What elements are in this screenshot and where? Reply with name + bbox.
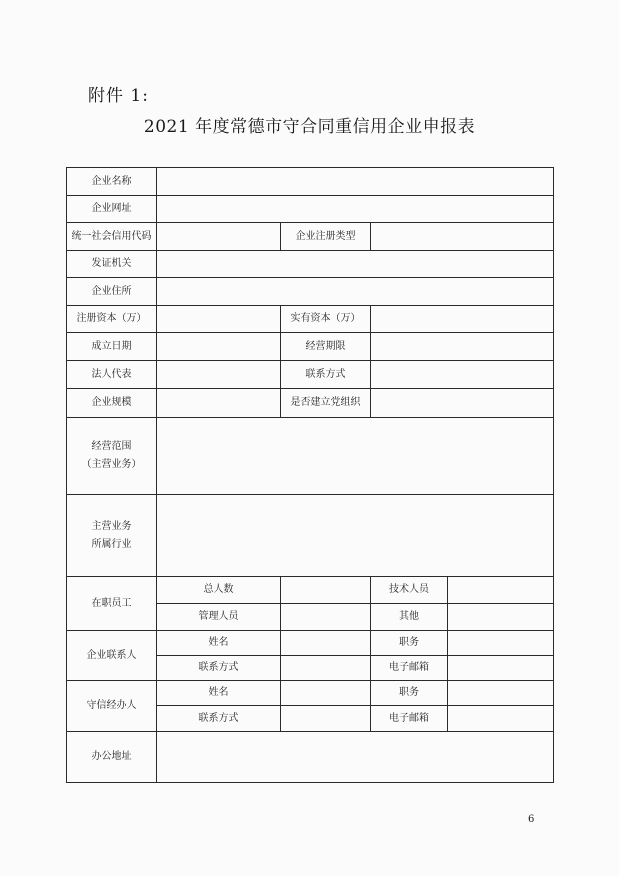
business-scope-line-2: （主营业务） xyxy=(81,459,142,470)
company-website-label: 企业网址 xyxy=(67,196,157,223)
application-form-table xyxy=(66,167,554,783)
issuing-authority-field[interactable] xyxy=(157,251,554,278)
contact-method-field[interactable] xyxy=(371,361,554,389)
credit-officer-email-label: 电子邮箱 xyxy=(371,706,448,732)
company-contact-name-field[interactable] xyxy=(281,631,371,656)
company-contact-position-field[interactable] xyxy=(448,631,554,656)
table-row xyxy=(67,223,554,251)
table-row xyxy=(67,306,554,333)
attachment-label: 附件 1: xyxy=(88,86,149,106)
company-name-field[interactable] xyxy=(157,168,554,196)
employees-other-field[interactable] xyxy=(448,604,554,631)
company-address-field[interactable] xyxy=(157,278,554,306)
credit-officer-contact-label: 联系方式 xyxy=(157,706,281,732)
employees-management-label: 管理人员 xyxy=(157,604,281,631)
table-row xyxy=(67,168,554,196)
company-scale-label: 企业规模 xyxy=(67,389,157,418)
registered-capital-label: 注册资本（万） xyxy=(67,306,157,333)
company-contact-contact-field[interactable] xyxy=(281,656,371,681)
issuing-authority-label: 发证机关 xyxy=(67,251,157,278)
company-website-field[interactable] xyxy=(157,196,554,223)
table-row xyxy=(67,333,554,361)
table-row xyxy=(67,681,554,706)
operating-period-field[interactable] xyxy=(371,333,554,361)
business-scope-field[interactable] xyxy=(157,418,554,495)
page-number: 6 xyxy=(528,814,535,825)
established-date-field[interactable] xyxy=(157,333,281,361)
employees-other-label: 其他 xyxy=(371,604,448,631)
employees-total-label: 总人数 xyxy=(157,577,281,604)
table-row xyxy=(67,278,554,306)
table-row xyxy=(67,251,554,278)
office-address-label: 办公地址 xyxy=(67,732,157,783)
registration-type-label: 企业注册类型 xyxy=(281,223,371,251)
table-row xyxy=(67,631,554,656)
credit-code-label: 统一社会信用代码 xyxy=(67,223,157,251)
credit-officer-contact-field[interactable] xyxy=(281,706,371,732)
credit-officer-position-label: 职务 xyxy=(371,681,448,706)
company-contact-label: 企业联系人 xyxy=(67,631,157,681)
credit-officer-name-field[interactable] xyxy=(281,681,371,706)
company-contact-position-label: 职务 xyxy=(371,631,448,656)
company-scale-field[interactable] xyxy=(157,389,281,418)
employees-technical-label: 技术人员 xyxy=(371,577,448,604)
main-business-label xyxy=(67,495,157,577)
company-contact-email-field[interactable] xyxy=(448,656,554,681)
company-contact-name-label: 姓名 xyxy=(157,631,281,656)
paid-capital-label: 实有资本（万） xyxy=(281,306,371,333)
employees-total-field[interactable] xyxy=(281,577,371,604)
office-address-field[interactable] xyxy=(157,732,554,783)
credit-officer-email-field[interactable] xyxy=(448,706,554,732)
credit-officer-name-label: 姓名 xyxy=(157,681,281,706)
credit-code-field[interactable] xyxy=(157,223,281,251)
table-row xyxy=(67,577,554,604)
company-contact-contact-label: 联系方式 xyxy=(157,656,281,681)
registration-type-field[interactable] xyxy=(371,223,554,251)
operating-period-label: 经营期限 xyxy=(281,333,371,361)
registered-capital-field[interactable] xyxy=(157,306,281,333)
contact-method-label: 联系方式 xyxy=(281,361,371,389)
form-title: 2021 年度常德市守合同重信用企业申报表 xyxy=(143,117,476,137)
company-contact-email-label: 电子邮箱 xyxy=(371,656,448,681)
main-business-line-2: 所属行业 xyxy=(91,538,132,550)
legal-rep-label: 法人代表 xyxy=(67,361,157,389)
company-address-label: 企业住所 xyxy=(67,278,157,306)
table-row xyxy=(67,418,554,495)
credit-officer-position-field[interactable] xyxy=(448,681,554,706)
business-scope-line-1: 经营范围 xyxy=(91,441,132,452)
party-org-label: 是否建立党组织 xyxy=(281,389,371,418)
table-row xyxy=(67,495,554,577)
table-row xyxy=(67,389,554,418)
credit-officer-label: 守信经办人 xyxy=(67,681,157,732)
employees-label: 在职员工 xyxy=(67,577,157,631)
employees-management-field[interactable] xyxy=(281,604,371,631)
paid-capital-field[interactable] xyxy=(371,306,554,333)
main-business-field[interactable] xyxy=(157,495,554,577)
table-row xyxy=(67,732,554,783)
employees-technical-field[interactable] xyxy=(448,577,554,604)
table-row xyxy=(67,361,554,389)
table-row xyxy=(67,196,554,223)
party-org-field[interactable] xyxy=(371,389,554,418)
main-business-line-1: 主营业务 xyxy=(91,520,132,532)
established-date-label: 成立日期 xyxy=(67,333,157,361)
legal-rep-field[interactable] xyxy=(157,361,281,389)
company-name-label: 企业名称 xyxy=(67,168,157,196)
business-scope-label xyxy=(67,418,157,495)
